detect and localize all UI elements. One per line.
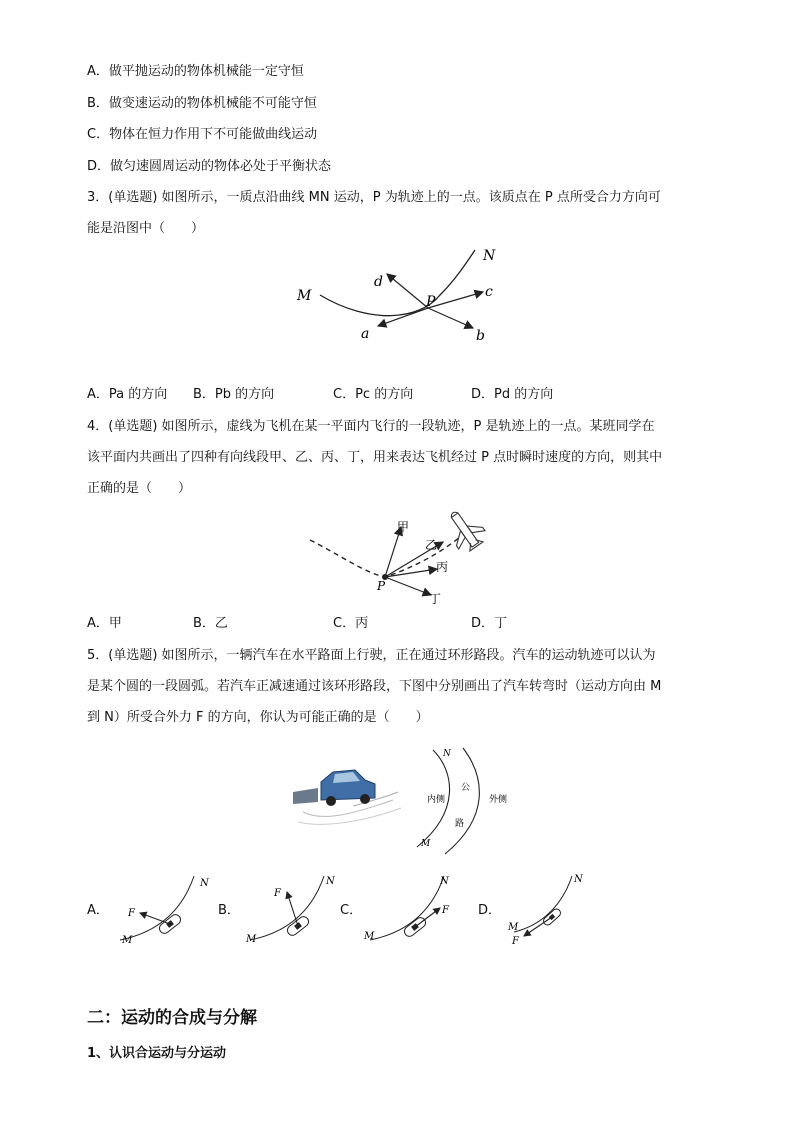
q3-stem-line1: 3．(单选题) 如图所示，一质点沿曲线 MN 运动，P 为轨迹上的一点。该质点在 P 点所受合力方向可 [87, 190, 661, 205]
svg-text:F: F [512, 936, 519, 947]
q4-option-a: A．甲 [87, 616, 122, 631]
road-label-outer: 外侧 [489, 795, 508, 805]
q5-stem-line2: 是某个圆的一段圆弧。若汽车正减速通过该环形路段，下图中分别画出了汽车转弯时（运动方向由 M [87, 679, 662, 694]
q3-label-m: M [297, 288, 312, 304]
q5-option-c-letter: C． [340, 903, 363, 918]
svg-text:N: N [200, 878, 209, 889]
q3-label-d: d [374, 274, 383, 290]
svg-text:N: N [326, 876, 335, 887]
q5-option-a-letter: A． [87, 903, 109, 918]
q3-label-a: a [361, 326, 370, 342]
road-label-n: N [443, 749, 451, 759]
airplane-icon [440, 505, 490, 556]
q3-label-c: c [485, 284, 493, 300]
q3-label-p: P [426, 294, 436, 310]
q2-option-a: A．做平抛运动的物体机械能一定守恒 [87, 64, 304, 79]
q4-stem-line2: 该平面内共画出了四种有向线段甲、乙、丙、丁，用来表达飞机经过 P 点时瞬时速度的方向，则其中 [87, 450, 663, 465]
q5-option-a-figure [110, 872, 220, 950]
svg-text:F: F [128, 908, 135, 919]
q4-stem-line1: 4．(单选题) 如图所示，虚线为飞机在某一平面内飞行的一段轨迹，P 是轨迹上的一点。某班同学在 [87, 419, 655, 434]
svg-text:M: M [122, 935, 133, 946]
q5-option-d-figure [500, 872, 600, 950]
road-label-m: M [421, 839, 431, 849]
q2-option-b: B．做变速运动的物体机械能不可能守恒 [87, 96, 317, 111]
q3-option-a: A．Pa 的方向 [87, 387, 168, 402]
q3-arrow-pa [378, 308, 428, 326]
q4-label-jia: 甲 [397, 520, 410, 534]
road-label-gong: 公 [461, 783, 471, 793]
q4-label-p: P [377, 579, 386, 593]
q4-arrow-ding [385, 577, 431, 595]
q4-arrow-bing [385, 569, 437, 577]
road-diagram [405, 742, 525, 857]
q3-label-n: N [483, 248, 496, 264]
road-label-inner: 内侧 [427, 795, 446, 805]
q2-option-d: D．做匀速圆周运动的物体必处于平衡状态 [87, 159, 332, 174]
q3-label-b: b [476, 328, 485, 344]
section-subtitle: 1、认识合运动与分运动 [87, 1046, 227, 1061]
q5-option-b-letter: B． [218, 903, 240, 918]
q4-option-d: D．丁 [471, 616, 508, 631]
q3-option-b: B．Pb 的方向 [193, 387, 275, 402]
svg-text:F: F [442, 905, 449, 916]
q4-label-ding: 丁 [429, 592, 442, 605]
q4-option-b: B．乙 [193, 616, 228, 631]
q4-arrow-jia [385, 527, 401, 577]
svg-text:N: N [574, 874, 583, 885]
car-illustration [293, 762, 403, 832]
q5-stem-line1: 5．(单选题) 如图所示，一辆汽车在水平路面上行驶，正在通过环形路段。汽车的运动轨迹可以认为 [87, 648, 656, 663]
q4-label-yi: 乙 [425, 538, 438, 552]
q3-arrow-pd [387, 274, 428, 308]
q5-option-b-figure [240, 872, 350, 950]
q3-arrow-pb [428, 308, 473, 328]
section-title: 二：运动的合成与分解 [87, 1008, 257, 1028]
svg-text:M: M [508, 922, 519, 933]
svg-text:F: F [274, 888, 281, 899]
q3-figure [290, 240, 510, 350]
q4-figure [305, 505, 495, 605]
q2-option-c: C．物体在恒力作用下不可能做曲线运动 [87, 127, 318, 142]
q3-option-c: C．Pc 的方向 [333, 387, 414, 402]
road-label-lu: 路 [455, 819, 465, 829]
q4-label-bing: 丙 [436, 560, 449, 574]
q5-stem-line3: 到 N）所受合外力 F 的方向，你认为可能正确的是（ ） [87, 710, 429, 725]
car-icon [321, 770, 375, 806]
q4-stem-line3: 正确的是（ ） [87, 481, 192, 496]
q5-option-d-letter: D． [478, 903, 502, 918]
q3-stem-line2: 能是沿图中（ ） [87, 221, 205, 236]
q3-option-d: D．Pd 的方向 [471, 387, 554, 402]
q5-option-c-figure [360, 872, 470, 950]
svg-text:N: N [440, 876, 449, 887]
q4-option-c: C．丙 [333, 616, 369, 631]
svg-text:M: M [246, 934, 257, 945]
svg-text:M: M [364, 931, 375, 942]
